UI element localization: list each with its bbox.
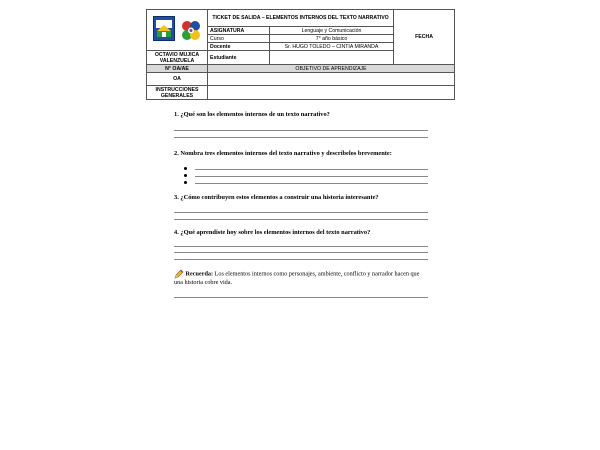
question-3: 3. ¿Cómo contribuyen estos elementos a construir una historia interesante?: [174, 194, 379, 201]
bullet-icon: [184, 174, 187, 177]
reminder-label: Recuerda:: [185, 270, 214, 278]
numero-oa-label: N° OA/AE: [147, 65, 208, 73]
reminder-text: Los elementos internos como personajes, ambiente, conflicto y narrador hacen que una historia cobre vida.: [174, 270, 420, 286]
answer-line[interactable]: [174, 130, 428, 131]
curso-label: Curso: [208, 35, 270, 43]
asignatura-label: ASIGNATURA: [208, 27, 270, 35]
header-table: [146, 9, 455, 100]
docente-label: Docente: [208, 43, 270, 51]
objetivo-label: OBJETIVO DE APRENDIZAJE: [208, 65, 455, 73]
asignatura-value: Lenguaje y Comunicación: [270, 27, 394, 35]
bullet-item[interactable]: [174, 180, 428, 187]
pencil-icon: [174, 269, 184, 279]
instrucciones-field[interactable]: [208, 86, 455, 100]
reminder-note: [174, 269, 428, 287]
estudiante-label: Estudiante: [208, 51, 270, 65]
answer-line[interactable]: [174, 137, 428, 138]
answer-line[interactable]: [174, 219, 428, 220]
answer-line[interactable]: [174, 297, 428, 298]
school-crest-icon: [153, 16, 175, 41]
estudiante-field[interactable]: [270, 51, 394, 65]
answer-line[interactable]: [174, 212, 428, 213]
bullet-item[interactable]: [174, 173, 428, 180]
question-1: 1. ¿Qué son los elementos internos de un texto narrativo?: [174, 111, 330, 118]
colorful-gear-logo-icon: [180, 19, 202, 43]
bullet-icon: [184, 181, 187, 184]
oa-field[interactable]: [208, 73, 455, 86]
instrucciones-label: INSTRUCCIONES GENERALES: [147, 86, 208, 100]
question-2: 2. Nombra tres elementos internos del texto narrativo y descríbelos brevemente:: [174, 150, 392, 157]
bullet-item[interactable]: [174, 166, 428, 173]
docente-value: Sr. HUGO TOLEDO – CINTIA MIRANDA: [270, 43, 394, 51]
logo-cell: [147, 10, 208, 51]
fecha-label: FECHA: [394, 10, 455, 65]
oa-label: OA: [147, 73, 208, 86]
answer-line[interactable]: [174, 252, 428, 253]
questions-section: [174, 111, 428, 298]
answer-line[interactable]: [174, 246, 428, 247]
question-4: 4. ¿Qué aprendiste hoy sobre los elementos internos del texto narrativo?: [174, 229, 371, 236]
bullet-icon: [184, 167, 187, 170]
answer-line[interactable]: [174, 259, 428, 260]
curso-value: 7° año básico: [270, 35, 394, 43]
ticket-title: TICKET DE SALIDA – ELEMENTOS INTERNOS DEL TEXTO NARRATIVO: [208, 10, 394, 27]
bullet-list: [174, 166, 428, 187]
school-name: OCTAVIO MUJICA VALENZUELA: [147, 51, 208, 65]
